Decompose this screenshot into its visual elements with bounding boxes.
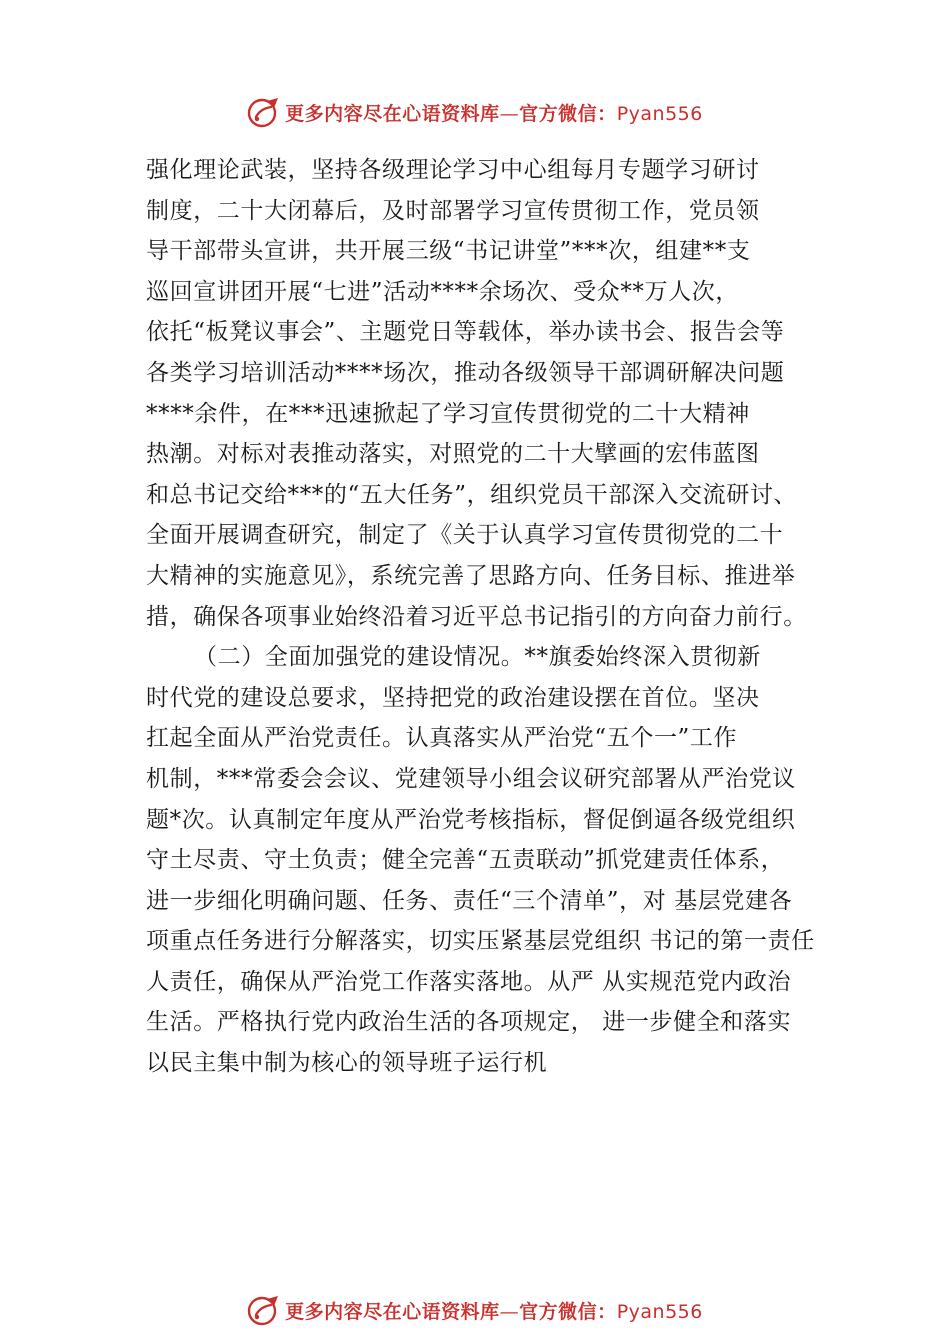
pen-logo-icon (247, 95, 281, 129)
body-line: 以民主集中制为核心的领导班子运行机 (146, 1050, 548, 1077)
body-line: 大精神的实施意见》，系统完善了思路方向、任务目标、推进举 (146, 562, 796, 589)
body-line: 时代党的建设总要求，坚持把党的政治建设摆在首位。坚决 (146, 684, 760, 711)
body-line: 全面开展调查研究，制定了《关于认真学习宣传贯彻党的二十 (146, 522, 784, 549)
header-banner (0, 92, 950, 132)
banner-main-text: 更多内容尽在心语资料库 (285, 1300, 500, 1323)
body-line: 进一步细化明确问题、任务、责任“三个清单”，对 基层党建各 (146, 887, 793, 914)
body-line: 导干部带头宣讲，共开展三级“书记讲堂”***次，组建**支 (146, 238, 751, 265)
banner-dash: — (499, 102, 520, 125)
body-line: 各类学习培训活动****场次，推动各级领导干部调研解决问题 (146, 359, 785, 386)
footer-banner (0, 1290, 950, 1330)
banner-main-text: 更多内容尽在心语资料库 (285, 102, 500, 125)
body-line: 制度，二十大闭幕后，及时部署学习宣传贯彻工作，党员领 (146, 197, 760, 224)
banner-text (285, 1297, 703, 1324)
body-line: 人责任，确保从严治党工作落实落地。从严 从实规范党内政治 (146, 968, 792, 995)
body-line: 项重点任务进行分解落实，切实压紧基层党组织 书记的第一责任 (146, 928, 815, 955)
body-line: 热潮。对标对表推动落实，对照党的二十大擘画的宏伟蓝图 (146, 441, 760, 468)
banner-text (285, 99, 703, 126)
banner-official-label: 官方微信： (519, 1300, 617, 1323)
banner-dash: — (499, 1300, 520, 1323)
banner-wechat-id: Pyan556 (616, 1300, 703, 1323)
body-line: ****余件，在***迅速掀起了学习宣传贯彻党的二十大精神 (146, 400, 750, 427)
body-line: 机制，***常委会会议、党建领导小组会议研究部署从严治党议 (146, 765, 796, 792)
banner-wechat-id: Pyan556 (616, 102, 703, 125)
body-line: 扛起全面从严治党责任。认真落实从严治党“五个一”工作 (146, 725, 738, 752)
body-line: 巡回宣讲团开展“七进”活动****余场次、受众**万人次， (146, 278, 739, 305)
section-heading-line: （二）全面加强党的建设情况。**旗委始终深入贯彻新 (194, 644, 761, 671)
body-line: 和总书记交给***的“五大任务”，组织党员干部深入交流研讨、 (146, 481, 798, 508)
body-line: 守土尽责、守土负责；健全完善“五责联动”抓党建责任体系， (146, 847, 785, 874)
body-line: 强化理论武装，坚持各级理论学习中心组每月专题学习研讨 (146, 157, 760, 183)
body-line: 生活。严格执行党内政治生活的各项规定， 进一步健全和落实 (146, 1009, 792, 1036)
body-line: 措，确保各项事业始终沿着习近平总书记指引的方向奋力前行。 (146, 603, 807, 630)
document-body (146, 150, 846, 1084)
body-line: 依托“板凳议事会”、主题党日等载体，举办读书会、报告会等 (146, 319, 785, 346)
banner-official-label: 官方微信： (519, 102, 617, 125)
pen-logo-icon (247, 1293, 281, 1327)
body-line: 题*次。认真制定年度从严治党考核指标，督促倒逼各级党组织 (146, 806, 796, 833)
